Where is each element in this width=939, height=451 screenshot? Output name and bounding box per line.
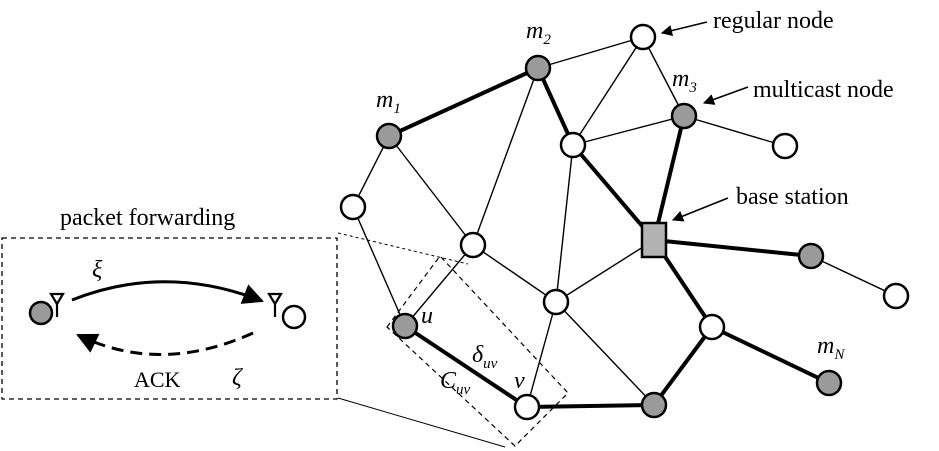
regular-node-callout-arrow (662, 22, 707, 33)
edge-r7-v (527, 302, 556, 407)
edge-m4-r4 (811, 256, 896, 296)
base-station-label: base station (736, 184, 849, 210)
tree-edge-m1-m2 (389, 68, 538, 136)
base-station-square (642, 223, 666, 257)
regular-node (773, 134, 797, 158)
tree-edge-r8-m5 (654, 327, 712, 405)
edge-r6-r7 (473, 245, 556, 302)
edge-r7-bs (556, 240, 654, 302)
edge-m3-r3 (684, 116, 785, 146)
m3-label: $m_3$ (672, 66, 697, 96)
multicast-tree-edges (389, 68, 829, 407)
multicast-node (799, 244, 823, 268)
sender-node (30, 302, 52, 324)
v-label: v (514, 368, 525, 394)
regular-node-label: regular node (713, 8, 834, 34)
base-station-callout-arrow (673, 198, 728, 220)
edge-r5-u (353, 207, 405, 326)
xi-label: ξ (92, 257, 103, 283)
multicast-node-m3 (672, 104, 696, 128)
zoom-guide-lower (338, 398, 505, 447)
regular-node (461, 233, 485, 257)
tree-edge-m3-bs (654, 116, 684, 240)
ack-label: ACK (134, 367, 181, 392)
delta-uv-label: $\delta_{uv}$ (472, 342, 498, 372)
multicast-node-callout-arrow (704, 87, 748, 103)
receiver-antenna-icon (269, 294, 281, 317)
zeta-label: ζ (232, 365, 242, 391)
tree-edge-m5-v (527, 405, 654, 407)
m2-label: $m_2$ (526, 18, 551, 48)
regular-node-v (515, 395, 539, 419)
edge-m2-r1 (538, 37, 643, 68)
multicast-node-label: multicast node (753, 77, 894, 103)
multicast-node-u (393, 314, 417, 338)
multicast-node-m2 (526, 56, 550, 80)
tree-edge-bs-m4 (654, 240, 811, 256)
u-label: u (421, 303, 433, 329)
edge-m1-r6 (389, 136, 473, 245)
edge-r2-r7 (556, 145, 573, 302)
packet-forwarding-inset (2, 205, 337, 399)
regular-node (561, 133, 585, 157)
data-transmission-arrow (72, 282, 262, 301)
regular-node (884, 284, 908, 308)
zoom-guide-upper (338, 233, 468, 264)
tree-edge-r8-mN (712, 327, 829, 383)
multicast-node-mN (817, 371, 841, 395)
ack-arrow (78, 333, 253, 355)
receiver-node (283, 306, 305, 328)
packet-forwarding-title: packet forwarding (60, 205, 236, 231)
edge-r7-m5 (556, 302, 654, 405)
c-uv-label: $C_{uv}$ (440, 368, 471, 398)
m1-label: $m_1$ (376, 87, 401, 117)
multicast-node (642, 393, 666, 417)
multicast-node-m1 (377, 124, 401, 148)
regular-node (631, 25, 655, 49)
regular-node (700, 315, 724, 339)
regular-node (341, 195, 365, 219)
regular-node (544, 290, 568, 314)
mN-label: $m_N$ (817, 333, 845, 363)
